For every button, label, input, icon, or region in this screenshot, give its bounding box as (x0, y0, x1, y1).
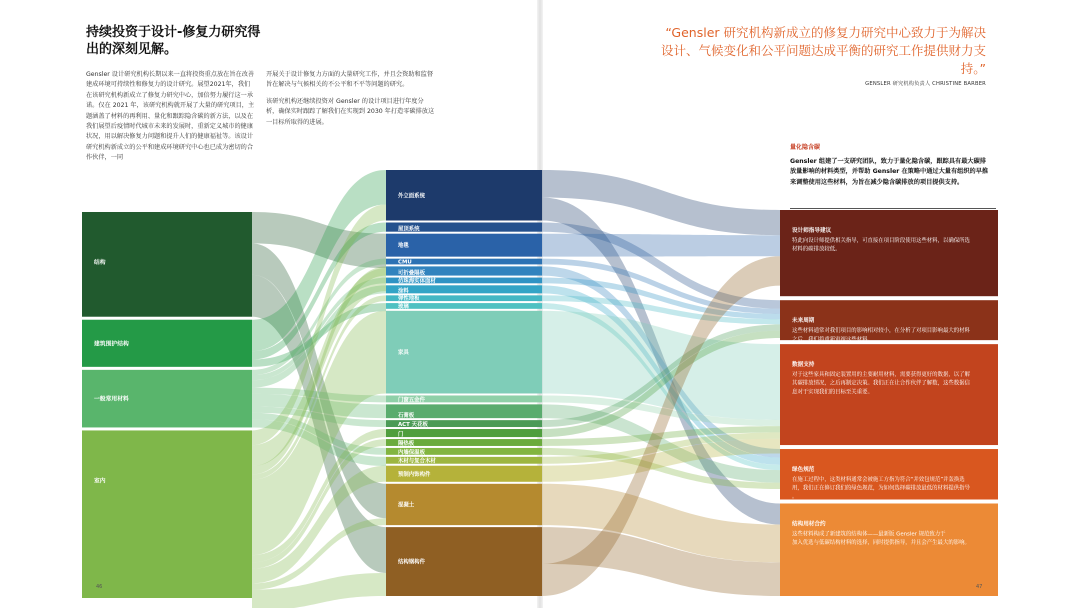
material-label: 预制内饰构件 (398, 471, 431, 478)
body-paragraph-1: Gensler 设计研究机构长期以来一直将投资重点放在旨在改善建成环境可持续性和修复力的设计研究。展望2021年，我们在该研究机构新成立了修复力研究中心，加倍努力履行这一承诺。仅在 2021 年，该研究机构就开展了大量的研究项目，主题涵盖了材料的再利用、量化和跟踪隐含碳的新方法，以及在我们展望后疫情时代城市未来的发展时，重新定义城市的健康状况，用以解决修复力问题和提升人们的健康福祉等。该设计研究机构新成立的公平和建成环境研究中心也已成为密切的合作伙伴，一同 (86, 71, 255, 162)
source-label: 一般常用材料 (94, 396, 129, 403)
material-node (386, 429, 542, 437)
source-label: 建筑围护结构 (94, 341, 129, 348)
material-label: 隔热板 (398, 440, 415, 447)
intro-text: Gensler 组建了一支研究团队，致力于量化隐含碳，跟踪具有最大碳排放量影响的材料类型，并帮助 Gensler 在策略中通过大量有组织的早推来调整使用这些材料，为旨在减少隐含碳排放的项目提供支持。 (790, 158, 989, 186)
outcome-description-line: 息对于实现我们的目标至关重要。 (792, 389, 873, 396)
material-label: 仿珠海实体面材 (398, 278, 436, 285)
outcome-description-line: 材料的碳排放较低。 (792, 246, 841, 253)
material-node (386, 285, 542, 293)
material-label: 结构钢构件 (398, 559, 425, 566)
outcome-node (780, 504, 998, 597)
material-label: 家具 (398, 350, 409, 357)
material-label: 石膏板 (398, 413, 415, 420)
left-heading: 持续投资于设计-修复力研究得出的深刻见解。 (86, 25, 261, 57)
material-label: 玻璃 (398, 303, 409, 310)
material-label: 内墙保温板 (398, 449, 425, 456)
outcome-description-line: 在施工过程中，这类材料通常会被施工方指为符合“并效包规范”并轰换选 (792, 477, 965, 484)
material-label: 弹性地板 (398, 296, 420, 303)
outcome-title: 结构用材合约 (792, 521, 826, 528)
outcome-description-line: 加入优选与低碳结构材料的选择，同时提供指导，并且会产生最大的影响。 (792, 540, 970, 547)
material-node (386, 234, 542, 257)
outcome-description-line: 之后，我们将重新审视这些材料。 (792, 336, 873, 343)
outcome-description-line: 用，我们正在修订我们的绿色规范，为如何选择碳排放最低的材料提供指导 (792, 485, 970, 492)
outcome-description-line: 其碳排放情况，之后再制定决策。我们正在让合作伙伴了解数，这些数据信 (792, 380, 970, 387)
material-node (386, 311, 542, 394)
outcome-title: 数据支持 (792, 362, 815, 369)
outcome-title: 绿色规范 (792, 467, 815, 474)
source-label: 结构 (94, 260, 106, 266)
material-label: 外立面系统 (398, 193, 425, 200)
material-node (386, 303, 542, 309)
page-number-left: 46 (96, 584, 103, 590)
material-label: CMU (398, 259, 412, 266)
source-node (82, 430, 252, 598)
sankey-flow (542, 234, 780, 257)
material-label: 屋顶系统 (398, 226, 420, 233)
pull-quote: “Gensler 研究机构新成立的修复力研究中心致力于为解决设计、气候变化和公平问题达成平衡的研究工作提供财力支持。” (660, 25, 986, 76)
outcome-description-line: 特此向设计师提供相关指导，可直接在项目阶段使用这些材料，以确保所选 (792, 238, 970, 244)
material-label: 地毯 (398, 243, 409, 250)
outcome-description-line: 。 (792, 494, 798, 501)
outcome-node (780, 210, 998, 296)
body-paragraph-3: 该研究机构还继续投资对 Gensler 的设计项目进行年度分析，确保实时跟踪了解我们在实现到 2030 年打造零碳排放这一目标所取得的进展。 (266, 97, 435, 126)
outcome-description-line: 这些材料构成了新建筑的结构体——最新版 Gensler 规范致力于 (792, 531, 946, 538)
body-paragraph-2: 开展关于设计修复力方面的大量研究工作，并且会资助和监督旨在解决与气候相关的不公平和不平等问题的研究。 (266, 71, 434, 89)
material-label: ACT 天花板 (398, 422, 428, 429)
material-label: 混凝土 (398, 502, 415, 509)
material-label: 木材与复合木材 (398, 458, 436, 465)
outcome-node (780, 449, 998, 499)
source-node (82, 212, 252, 317)
source-label: 室内 (94, 478, 106, 485)
outcome-description-line: 这些材料通常对我们项目的影响相对较小，在分析了对项目影响最大的材料 (792, 328, 970, 335)
outcome-description-line: 对于这些家具和固定装置用的主要耐用材料，需要获得更好的数据，以了解 (792, 372, 970, 379)
material-label: 涂料 (398, 288, 409, 295)
sankey-flow (542, 311, 780, 420)
quote-attribution: GENSLER 研究机构负责人 CHRISTINE BARBER (865, 81, 986, 87)
material-label: 门窗五金件 (398, 397, 425, 404)
page-number-right: 47 (976, 584, 983, 590)
outcome-title: 设计师指导建议 (792, 228, 832, 234)
material-label: 可折叠隔板 (398, 270, 425, 277)
material-label: 门 (398, 432, 404, 439)
outcome-title: 未来周期 (792, 318, 815, 325)
intro-title: 量化隐含碳 (790, 144, 821, 151)
